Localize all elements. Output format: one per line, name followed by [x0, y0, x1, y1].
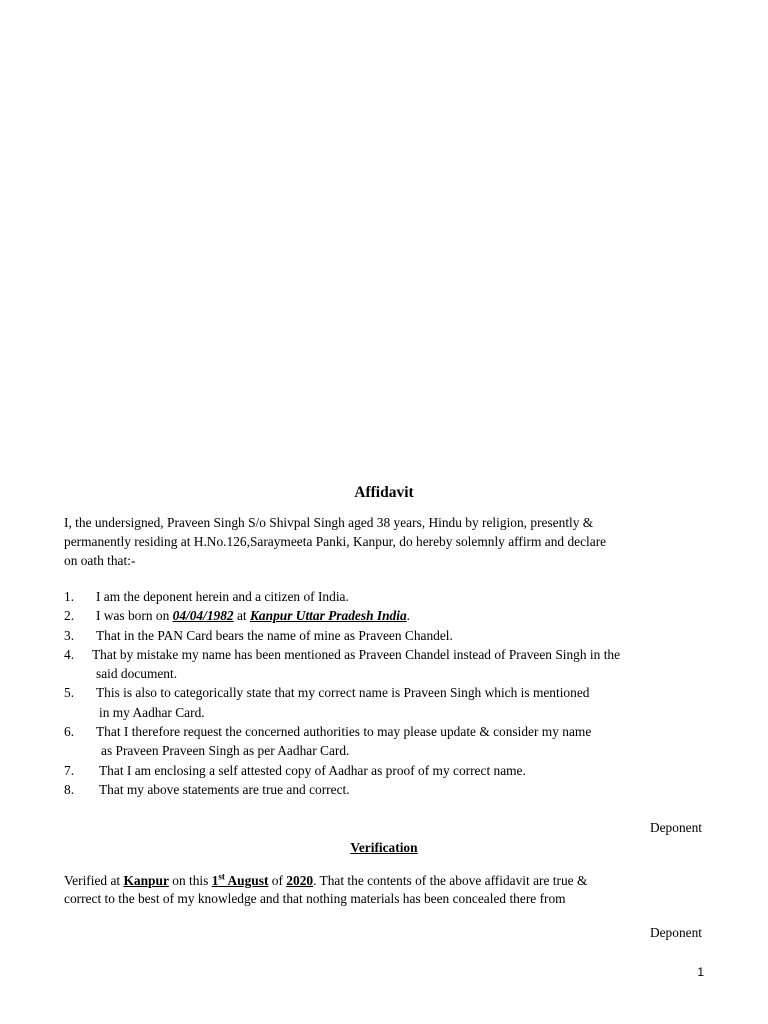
page-number: 1 — [697, 965, 704, 979]
item-1-text: I am the deponent herein and a citizen of India. — [96, 589, 349, 604]
verification-pre: Verified at — [64, 873, 124, 888]
item-8-number: 8. — [64, 782, 75, 797]
verification-mid-1: on this — [168, 873, 212, 888]
item-8-text: That my above statements are true and correct. — [99, 782, 350, 797]
item-3-number: 3. — [64, 628, 75, 643]
verification-title: Verification — [350, 840, 418, 855]
intro-line-3: on oath that:- — [64, 553, 136, 568]
item-7-text: That I am enclosing a self attested copy of Aadhar as proof of my correct name. — [99, 763, 526, 778]
item-4-continuation: said document. — [96, 666, 178, 681]
document-title: Affidavit — [354, 484, 414, 501]
item-6-number: 6. — [64, 724, 75, 739]
date-of-birth: 04/04/1982 — [172, 608, 234, 623]
item-5-text: This is also to categorically state that my correct name is Praveen Singh which is mentioned — [96, 685, 590, 700]
item-6-continuation: as Praveen Praveen Singh as per Aadhar Card. — [101, 743, 350, 758]
deponent-label-1: Deponent — [649, 820, 702, 835]
intro-line-2: permanently residing at H.No.126,Saraymeeta Panki, Kanpur, do hereby solemnly affirm and declare — [64, 534, 607, 549]
verification-mid-2: of — [268, 873, 287, 888]
item-2-mid: at — [233, 608, 250, 623]
intro-line-1: I, the undersigned, Praveen Singh S/o Shivpal Singh aged 38 years, Hindu by religion, presently & — [64, 515, 594, 530]
verification-day: 1 — [211, 873, 219, 888]
verification-post: . That the contents of the above affidavit are true & — [313, 873, 588, 888]
item-6-text: That I therefore request the concerned authorities to may please update & consider my name — [96, 724, 592, 739]
verification-date — [212, 873, 269, 888]
item-5-number: 5. — [64, 685, 75, 700]
verification-day-suffix: st — [218, 871, 225, 882]
item-2-pre: I was born on — [96, 608, 173, 623]
item-4-number: 4. — [64, 647, 75, 662]
deponent-label-2: Deponent — [649, 925, 702, 940]
verification-place: Kanpur — [123, 873, 169, 888]
verification-year: 2020 — [286, 873, 314, 888]
item-2-post: . — [406, 608, 410, 623]
birth-place: Kanpur Uttar Pradesh India — [250, 608, 407, 623]
item-4-text: That by mistake my name has been mentioned as Praveen Chandel instead of Praveen Singh in the — [92, 647, 621, 662]
verification-line-1 — [64, 873, 587, 889]
item-7-number: 7. — [64, 763, 75, 778]
verification-month: August — [224, 873, 269, 888]
item-2-number: 2. — [64, 608, 75, 623]
item-2-text — [96, 608, 410, 624]
item-3-text: That in the PAN Card bears the name of mine as Praveen Chandel. — [96, 628, 453, 643]
item-5-continuation: in my Aadhar Card. — [99, 705, 205, 720]
verification-line-2: correct to the best of my knowledge and that nothing materials has been concealed there from — [64, 891, 566, 906]
item-1-number: 1. — [64, 589, 75, 604]
